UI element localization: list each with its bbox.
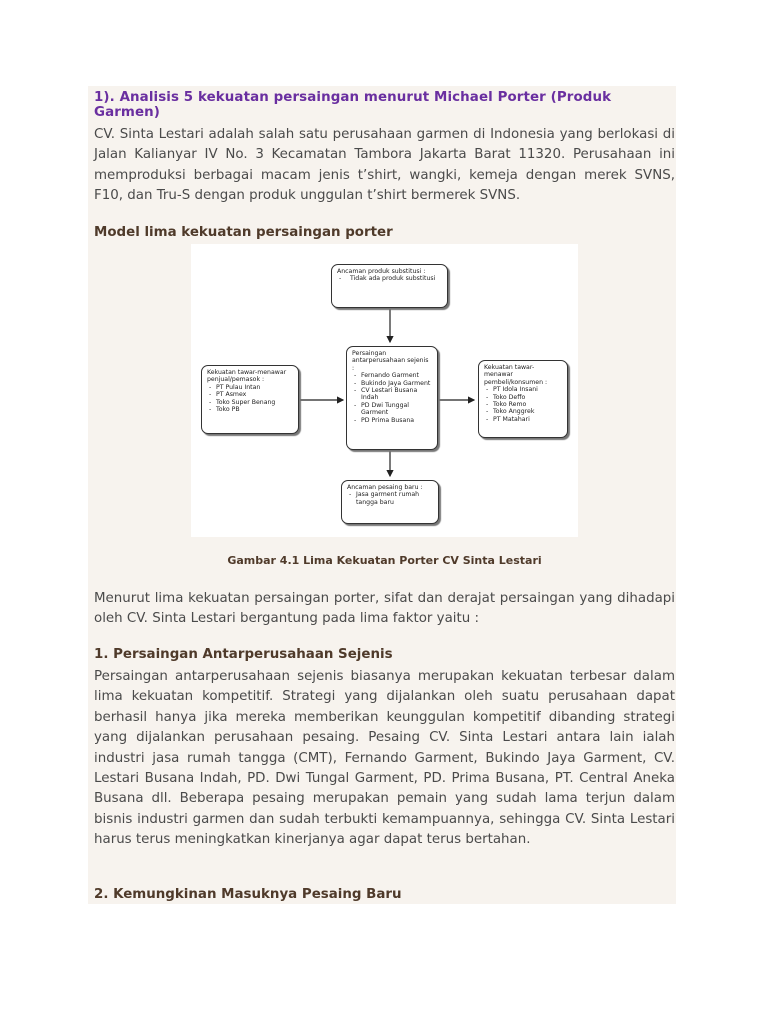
supplier-item: - Toko Super Benang <box>216 399 293 406</box>
new-entrant-title: Ancaman pesaing baru : <box>347 484 423 491</box>
section-2-title: 2. Kemungkinan Masuknya Pesaing Baru <box>94 887 402 902</box>
buyer-item: - Toko Deffo <box>493 394 562 401</box>
buyer-power-title: Kekuatan tawar-menawar pembeli/konsumen : <box>484 364 548 386</box>
buyer-item: - Toko Anggrek <box>493 408 562 415</box>
intro-paragraph: CV. Sinta Lestari adalah salah satu perusahaan garmen di Indonesia yang berlokasi di Jalan Kalianyar IV No. 3 Kecamatan Tambora Jakarta Barat 11320. Perusahaan ini memproduksi berbagai macam jenis t’shirt, wangki, kemeja dengan merek SVNS, F10, dan Tru-S dengan produk unggulan t’shirt bermerek SVNS. <box>94 127 675 204</box>
supplier-item: - PT Pulau Intan <box>216 384 293 391</box>
figure-caption: Gambar 4.1 Lima Kekuatan Porter CV Sinta Lestari <box>227 554 542 567</box>
buyer-item: - Toko Remo <box>493 401 562 408</box>
threat-substitute-box <box>331 264 448 308</box>
rivalry-item: - PD Prima Busana <box>361 417 432 424</box>
new-entrant-item: - Jasa garment rumah tangga baru <box>356 491 433 506</box>
section-1-title: 1. Persaingan Antarperusahaan Sejenis <box>94 647 393 662</box>
model-heading: Model lima kekuatan persaingan porter <box>94 225 393 240</box>
supplier-power-box <box>201 365 299 434</box>
threat-substitute-title: Ancaman produk substitusi : <box>337 268 426 275</box>
threat-substitute-item: - Tidak ada produk substitusi <box>346 275 442 282</box>
supplier-item: - Toko PB <box>216 406 293 413</box>
rivalry-item: - CV Lestari Busana Indah <box>361 387 432 402</box>
rivalry-title: Persaingan antarperusahaan sejenis : <box>352 350 429 372</box>
rivalry-box <box>346 346 438 450</box>
factors-paragraph: Menurut lima kekuatan persaingan porter, sifat dan derajat persaingan yang dihadapi oleh CV. Sinta Lestari bergantung pada lima faktor yaitu : <box>94 591 675 627</box>
buyer-item: - PT Idola Insani <box>493 386 562 393</box>
rivalry-item: - PD Dwi Tunggal Garment <box>361 402 432 417</box>
new-entrant-box <box>341 480 439 524</box>
section-1-body: Persaingan antarperusahaan sejenis biasanya merupakan kekuatan terbesar dalam lima kekuatan kompetitif. Strategi yang dijalankan oleh suatu perusahaan dapat berhasil hanya jika mereka memberikan keunggulan kompetitif dibanding strategi yang dijalankan perusahaan pesaing. Pesaing CV. Sinta Lestari antara lain ialah industri jasa rumah tangga (CMT), Fernando Garment, Bukindo Jaya Garment, CV. Lestari Busana Indah, PD. Dwi Tungal Garment, PD. Prima Busana, PT. Central Aneka Busana dll. Beberapa pesaing merupakan pemain yang sudah lama terjun dalam bisnis industri garmen dan sudah terbukti kemampuannya, sehingga CV. Sinta Lestari harus terus meningkatkan kinerjanya agar dapat terus bertahan. <box>94 669 675 848</box>
supplier-power-title: Kekuatan tawar-menawar penjual/pemasok : <box>207 369 287 384</box>
porter-five-forces-diagram <box>191 244 578 537</box>
buyer-power-box <box>478 360 568 438</box>
rivalry-item: - Bukindo Jaya Garment <box>361 380 432 387</box>
buyer-item: - PT Matahari <box>493 416 562 423</box>
page-title: 1). Analisis 5 kekuatan persaingan menurut Michael Porter (Produk Garmen) <box>94 90 612 120</box>
rivalry-item: - Fernando Garment <box>361 372 432 379</box>
supplier-item: - PT Asmex <box>216 391 293 398</box>
